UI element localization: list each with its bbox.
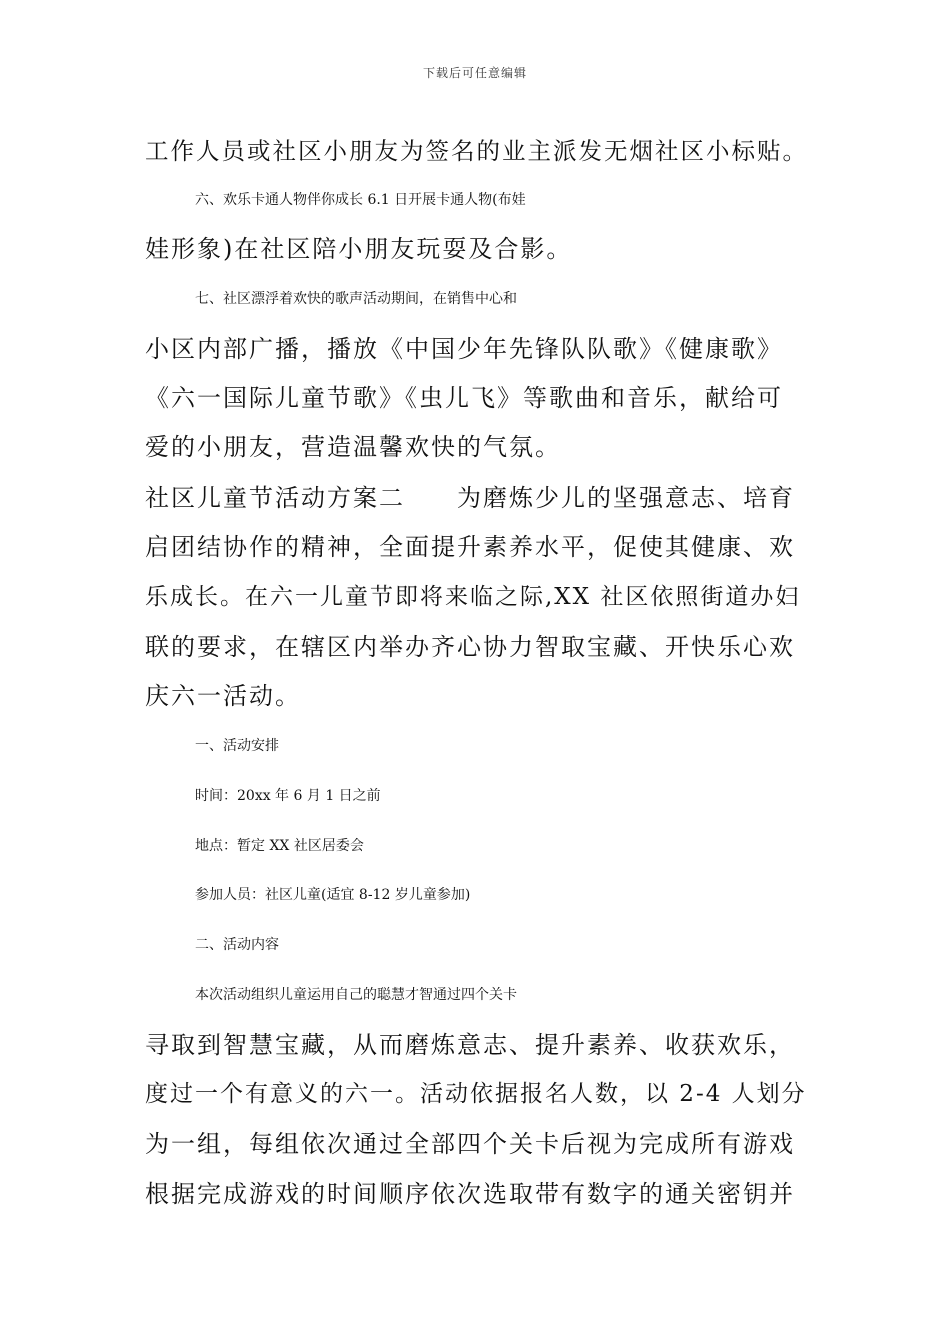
text-line: 《六一国际儿童节歌》《虫儿飞》等歌曲和音乐，献给可 [145, 384, 783, 412]
text-line: 小区内部广播，播放《中国少年先锋队队歌》《健康歌》 [145, 335, 783, 363]
text-line: 联的要求，在辖区内举办齐心协力智取宝藏、开快乐心欢 [145, 633, 795, 661]
text-line: 启团结协作的精神，全面提升素养水平，促使其健康、欢 [145, 533, 795, 561]
text-line: 寻取到智慧宝藏，从而磨炼意志、提升素养、收获欢乐， [145, 1031, 795, 1059]
text-line: 参加人员：社区儿童(适宜 8-12 岁儿童参加) [195, 887, 471, 903]
text-line: 地点：暂定 XX 社区居委会 [195, 838, 364, 854]
text-line: 爱的小朋友，营造温馨欢快的气氛。 [145, 433, 561, 461]
text-line: 七、社区漂浮着欢快的歌声活动期间，在销售中心和 [195, 291, 517, 307]
page-header: 下载后可任意编辑 [422, 66, 527, 80]
text-line: 为一组，每组依次通过全部四个关卡后视为完成所有游戏 [145, 1130, 795, 1158]
text-line: 庆六一活动。 [145, 682, 301, 710]
section-title-line: 社区儿童节活动方案二 为磨炼少儿的坚强意志、培育 [145, 484, 795, 512]
text-line: 工作人员或社区小朋友为签名的业主派发无烟社区小标贴。 [145, 137, 808, 165]
text-line: 本次活动组织儿童运用自己的聪慧才智通过四个关卡 [195, 987, 517, 1003]
text-line: 时间：20xx 年 6 月 1 日之前 [195, 788, 381, 804]
text-line: 娃形象)在社区陪小朋友玩耍及合影。 [145, 235, 573, 263]
subheading-line: 二、活动内容 [195, 937, 279, 953]
text-line: 乐成长。在六一儿童节即将来临之际,XX 社区依照街道办妇 [145, 584, 801, 610]
subheading-line: 一、活动安排 [195, 738, 279, 754]
text-line: 度过一个有意义的六一。活动依据报名人数，以 2-4 人划分 [145, 1081, 807, 1107]
text-line: 根据完成游戏的时间顺序依次选取带有数字的通关密钥并 [145, 1180, 795, 1208]
text-line: 六、欢乐卡通人物伴你成长 6.1 日开展卡通人物(布娃 [195, 192, 526, 208]
